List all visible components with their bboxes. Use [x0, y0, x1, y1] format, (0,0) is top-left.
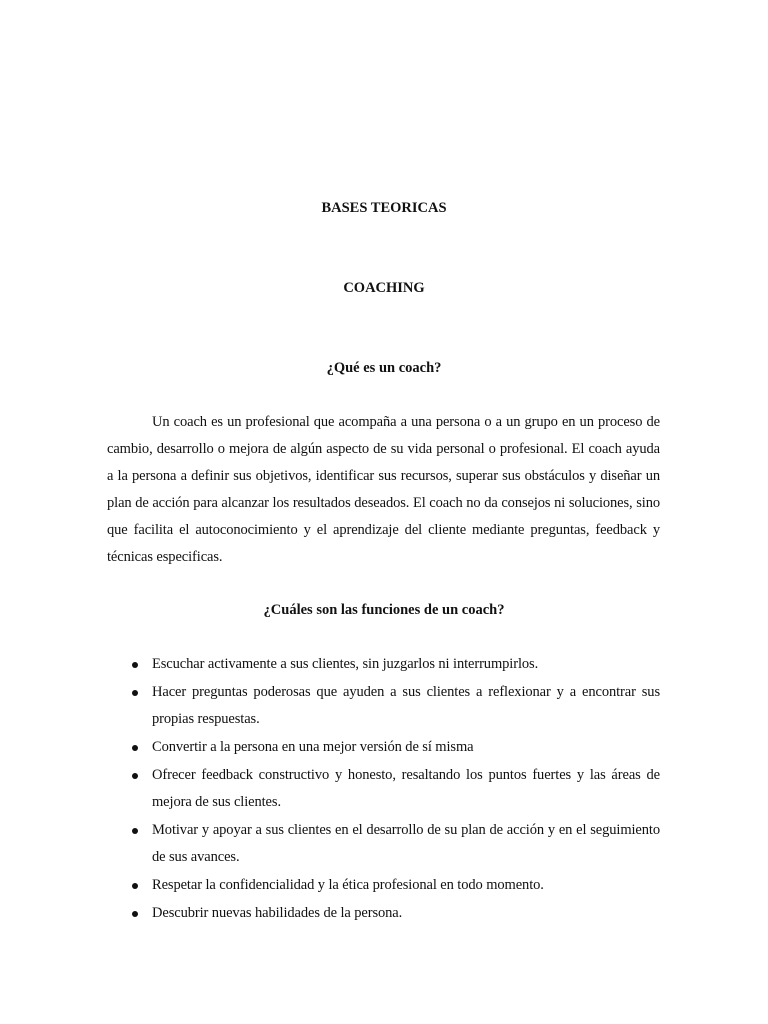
coach-definition-paragraph: Un coach es un profesional que acompaña a una persona o a un grupo en un proceso de cambio, desarrollo o mejora de algún aspecto de su vida personal o profesional. El coach ayuda a la persona a definir sus objetivos, identificar sus recursos, superar sus obstáculos y diseñar un plan de acción para alcanzar los resultados deseados. El coach no da consejos ni soluciones, sino que facilita el autoconocimiento y el aprendizaje del cliente mediante preguntas, feedback y técnicas especificas. [107, 414, 660, 565]
question-heading-coach-functions: ¿Cuáles son las funciones de un coach? [263, 602, 505, 618]
list-item [107, 734, 660, 761]
bullet-icon [132, 690, 138, 696]
bullet-icon [132, 773, 138, 779]
question-heading-what-is-coach: ¿Qué es un coach? [326, 360, 442, 376]
bullet-icon [132, 662, 138, 668]
bullet-icon [132, 911, 138, 917]
bullet-icon [132, 883, 138, 889]
list-item [107, 762, 660, 816]
list-item-text: Convertir a la persona en una mejor versión de sí misma [152, 739, 474, 755]
functions-list [107, 651, 660, 928]
bullet-icon [132, 828, 138, 834]
list-item-text: Hacer preguntas poderosas que ayuden a sus clientes a reflexionar y a encontrar sus propias respuestas. [152, 684, 660, 727]
list-item [107, 817, 660, 871]
list-item-text: Descubrir nuevas habilidades de la persona. [152, 905, 403, 921]
list-item [107, 872, 660, 899]
section-heading: COACHING [343, 280, 425, 296]
document-title: BASES TEORICAS [321, 200, 447, 216]
list-item-text: Respetar la confidencialidad y la ética profesional en todo momento. [152, 877, 544, 893]
list-item-text: Ofrecer feedback constructivo y honesto, resaltando los puntos fuertes y las áreas de mejora de sus clientes. [152, 767, 660, 810]
list-item-text: Motivar y apoyar a sus clientes en el desarrollo de su plan de acción y en el seguimiento de sus avances. [152, 822, 660, 865]
list-item [107, 651, 660, 678]
list-item [107, 679, 660, 733]
bullet-icon [132, 745, 138, 751]
list-item-text: Escuchar activamente a sus clientes, sin juzgarlos ni interrumpirlos. [152, 656, 539, 672]
list-item [107, 900, 660, 927]
